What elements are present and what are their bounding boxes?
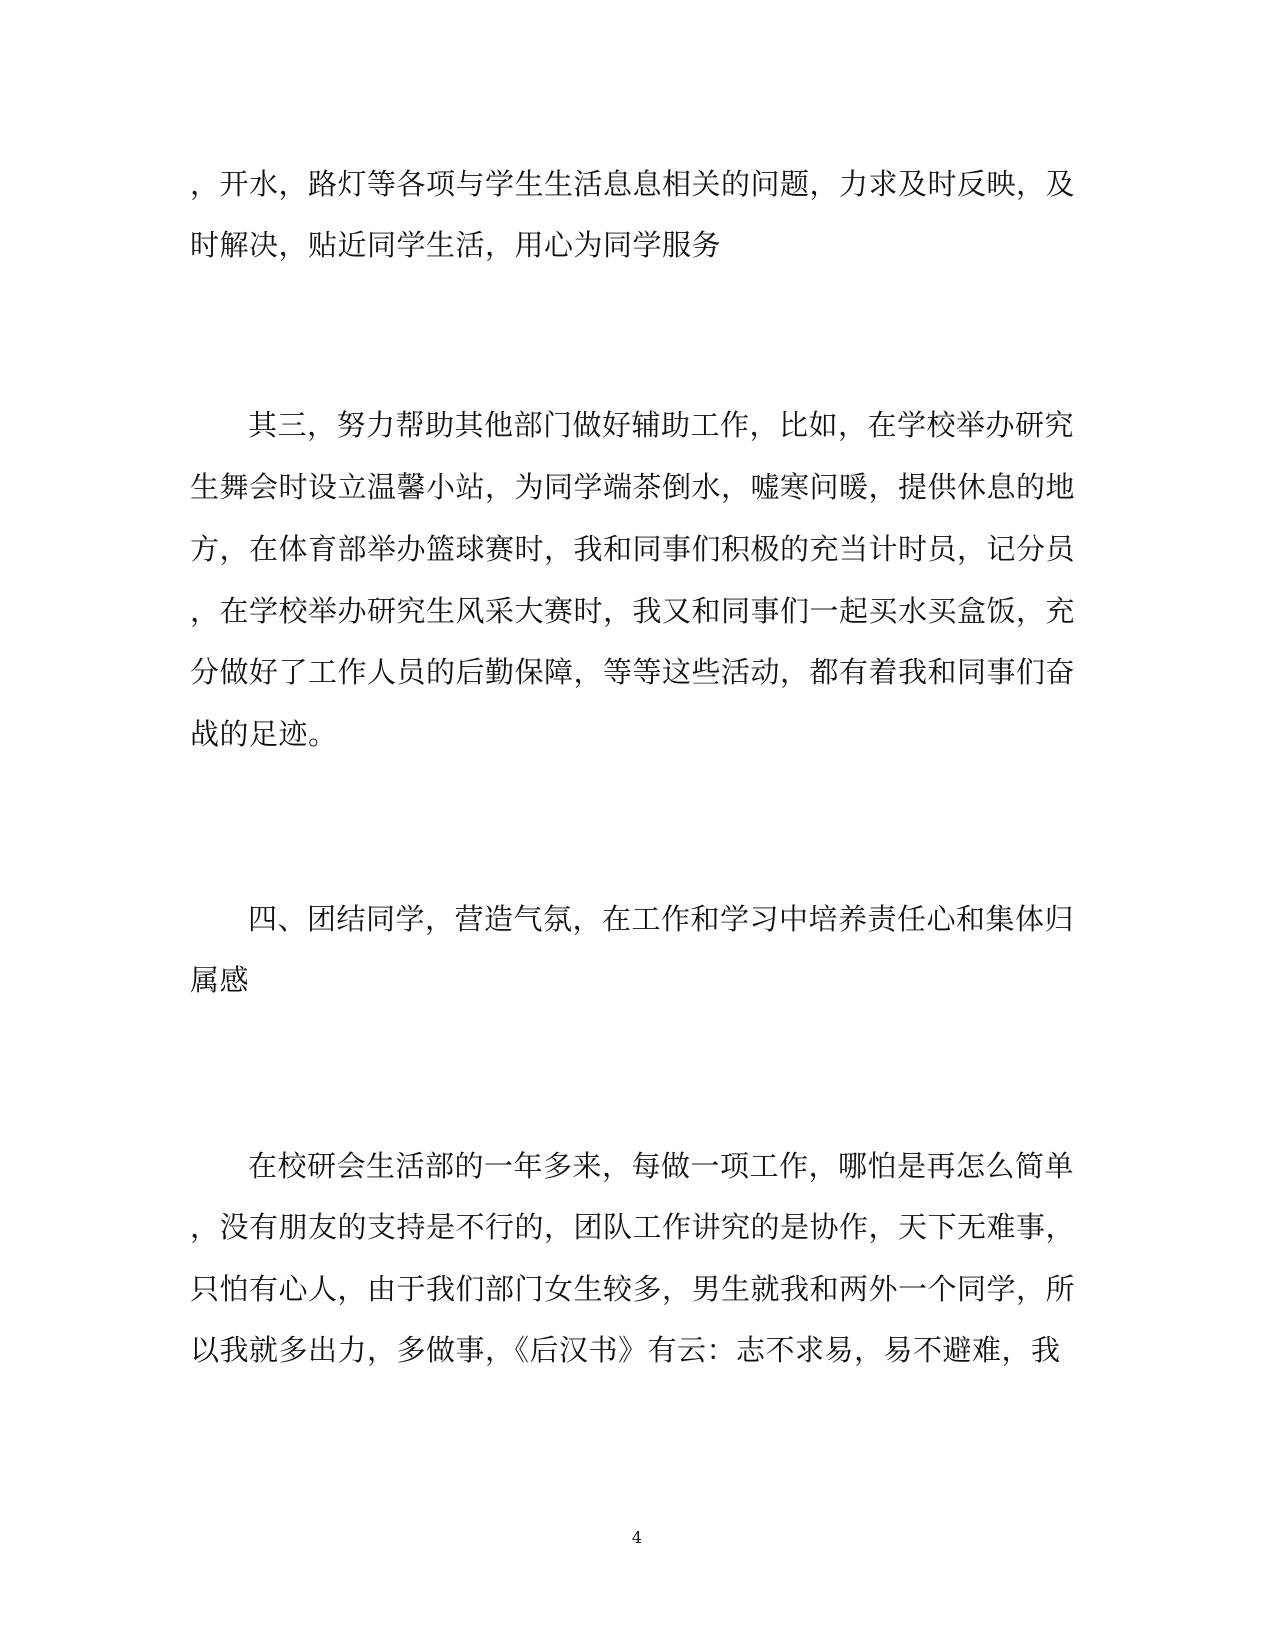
- paragraph-2-line-4: ，在学校举办研究生风采大赛时，我又和同事们一起买水买盒饭，充: [190, 594, 1076, 628]
- paragraph-2-line-3: 方，在体育部举办篮球赛时，我和同事们积极的充当计时员，记分员: [190, 532, 1076, 566]
- paragraph-1-line-2: 时解决，贴近同学生活，用心为同学服务: [190, 228, 722, 262]
- paragraph-3-line-1: 四、团结同学，营造气氛，在工作和学习中培养责任心和集体归: [248, 902, 1075, 936]
- paragraph-2-line-1: 其三，努力帮助其他部门做好辅助工作，比如，在学校举办研究: [248, 408, 1075, 442]
- paragraph-4-line-2: ，没有朋友的支持是不行的，团队工作讲究的是协作，天下无难事，: [190, 1210, 1076, 1244]
- paragraph-2-line-6: 战的足迹。: [190, 717, 338, 751]
- paragraph-4-line-1: 在校研会生活部的一年多来，每做一项工作，哪怕是再怎么简单: [248, 1149, 1075, 1183]
- paragraph-2-line-2: 生舞会时设立温馨小站，为同学端茶倒水，嘘寒问暖，提供休息的地: [190, 470, 1076, 504]
- paragraph-3-line-2: 属感: [190, 963, 250, 997]
- paragraph-1-line-1: ，开水，路灯等各项与学生生活息息相关的问题，力求及时反映，及: [190, 167, 1076, 201]
- paragraph-4-line-3: 只怕有心人，由于我们部门女生较多，男生就我和两外一个同学，所: [190, 1272, 1076, 1306]
- paragraph-4-line-4: 以我就多出力，多做事，《后汉书》有云：志不求易，易不避难，我: [190, 1333, 1061, 1367]
- paragraph-2-line-5: 分做好了工作人员的后勤保障，等等这些活动，都有着我和同事们奋: [190, 655, 1076, 689]
- page-number: 4: [631, 1528, 643, 1547]
